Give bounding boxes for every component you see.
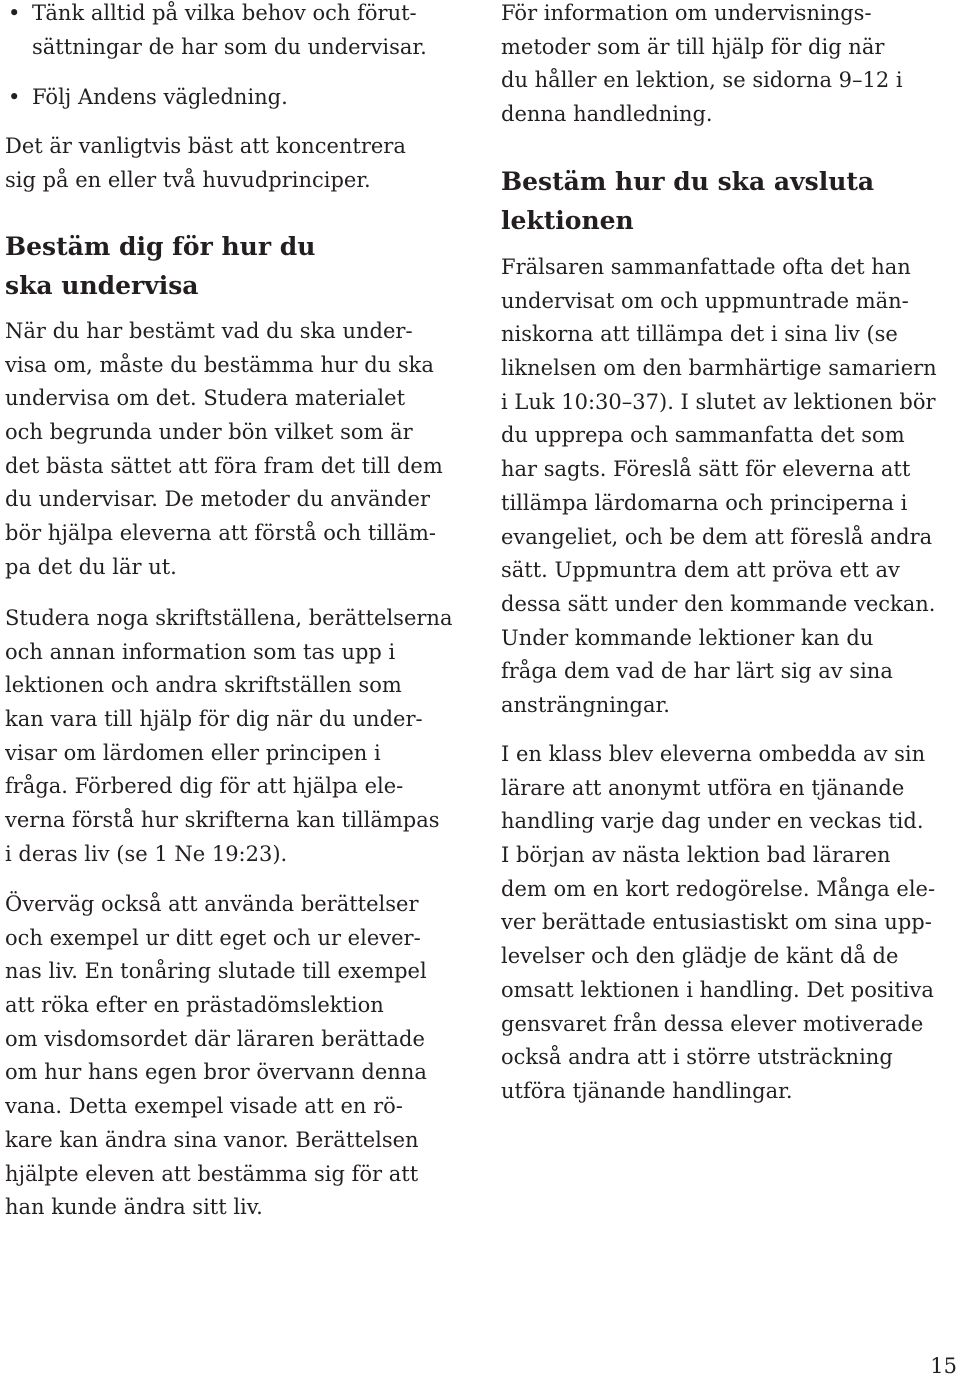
text-line: du håller en lektion, se sidorna 9–12 i [501,68,903,93]
text-line: bör hjälpa eleverna att förstå och tilläm- [5,521,436,546]
text-line: I en klass blev eleverna ombedda av sin [501,742,926,766]
text-line: evangeliet, och be dem att föreslå andra [501,524,933,549]
text-line: i deras liv (se 1 Ne 19:23). [5,841,288,866]
text-line: du upprepa och sammanfatta det som [501,423,905,448]
text-line: lektionen och andra skriftställen som [5,673,402,698]
bullet-symbol: • [8,1,21,25]
section-heading [501,162,956,240]
text-line: att röka efter en prästadömslektion [5,993,384,1018]
text-line: Tänk alltid på vilka behov och förut- [32,1,417,25]
text-line: om hur hans egen bror övervann denna [5,1060,427,1085]
text-line: kan vara till hjälp för dig när du under- [5,707,423,732]
text-line: och annan information som tas upp i [5,639,396,664]
text-line: För information om undervisnings- [501,1,872,25]
paragraph [5,602,460,872]
paragraph [5,130,460,197]
text-line: visa om, måste du bestämma hur du ska [5,352,434,377]
text-line: Under kommande lektioner kan du [501,625,874,650]
text-line: visar om lärdomen eller principen i [5,740,381,765]
text-line: vana. Detta exempel visade att en rö- [5,1094,403,1119]
paragraph [5,315,460,585]
text-line: I början av nästa lektion bad läraren [501,843,891,868]
text-line: nas liv. En tonåring slutade till exempel [5,959,427,984]
bullet-symbol: • [8,85,21,109]
text-line: undervisat om och uppmuntrade män- [501,288,909,313]
text-line: i Luk 10:30–37). I slutet av lektionen bör [501,389,936,414]
text-line: sig på en eller två huvudprinciper. [5,167,371,192]
text-line: denna handledning. [501,102,713,127]
text-line: och begrunda under bön vilket som är [5,420,413,445]
text-line: det bästa sättet att föra fram det till dem [5,453,443,478]
bullet-text [32,81,460,115]
text-line: fråga dem vad de har lärt sig av sina [501,659,893,684]
heading-line: ska undervisa [5,270,199,300]
text-line: sättningar de har som du undervisar. [32,34,427,59]
text-line: levelser och den glädje de känt då de [501,944,899,969]
text-line: lärare att anonymt utföra en tjänande [501,775,905,800]
text-line: han kunde ändra sitt liv. [5,1195,263,1220]
text-line: niskorna att tillämpa det i sina liv (se [501,322,898,347]
text-line: pa det du lär ut. [5,554,177,579]
text-line: fråga. Förbered dig för att hjälpa ele- [5,774,404,799]
heading-line: lektionen [501,205,634,235]
text-line: och exempel ur ditt eget och ur elever- [5,925,421,950]
text-line: handling varje dag under en veckas tid. [501,809,924,834]
text-line: Studera noga skriftställena, berättelserna [5,606,453,630]
heading-line: Bestäm dig för hur du [5,231,316,261]
text-line: kare kan ändra sina vanor. Berättelsen [5,1127,419,1152]
text-line: har sagts. Föreslå sätt för eleverna att [501,457,911,482]
bullet-text [32,0,460,64]
text-line: Överväg också att använda berättelser [5,892,419,916]
paragraph [501,738,956,1109]
text-line: Det är vanligtvis bäst att koncentrera [5,134,406,158]
text-line: ansträngningar. [501,692,670,717]
text-line: du undervisar. De metoder du använder [5,487,431,512]
text-line: När du har bestämt vad du ska under- [5,319,413,343]
text-line: omsatt lektionen i handling. Det positiva [501,977,934,1002]
paragraph [501,0,956,132]
text-line: liknelsen om den barmhärtige samariern [501,356,937,381]
text-line: verna förstå hur skrifterna kan tillämpas [5,808,440,833]
text-line: sätt. Uppmuntra dem att pröva ett av [501,558,900,583]
text-line: gensvaret från dessa elever motiverade [501,1011,924,1036]
text-line: om visdomsordet där läraren berättade [5,1026,425,1051]
heading-line: Bestäm hur du ska avsluta [501,166,875,196]
bullet-item [5,81,460,115]
paragraph [501,251,956,723]
text-line: också andra att i större utsträckning [501,1045,893,1070]
page-number: 15 [930,1354,957,1378]
text-line: utföra tjänande handlingar. [501,1078,793,1103]
text-line: Följ Andens vägledning. [32,85,288,109]
text-line: undervisa om det. Studera materialet [5,386,406,411]
text-line: dessa sätt under den kommande veckan. [501,591,936,616]
bullet-item [5,0,460,64]
text-line: dem om en kort redogörelse. Många ele- [501,876,936,901]
text-line: Frälsaren sammanfattade ofta det han [501,255,911,279]
text-line: tillämpa lärdomarna och principerna i [501,490,908,515]
paragraph [5,888,460,1225]
text-line: hjälpte eleven att bestämma sig för att [5,1161,419,1186]
section-heading [5,227,460,305]
text-line: ver berättade entusiastiskt om sina upp- [501,910,932,935]
text-line: metoder som är till hjälp för dig när [501,34,885,59]
